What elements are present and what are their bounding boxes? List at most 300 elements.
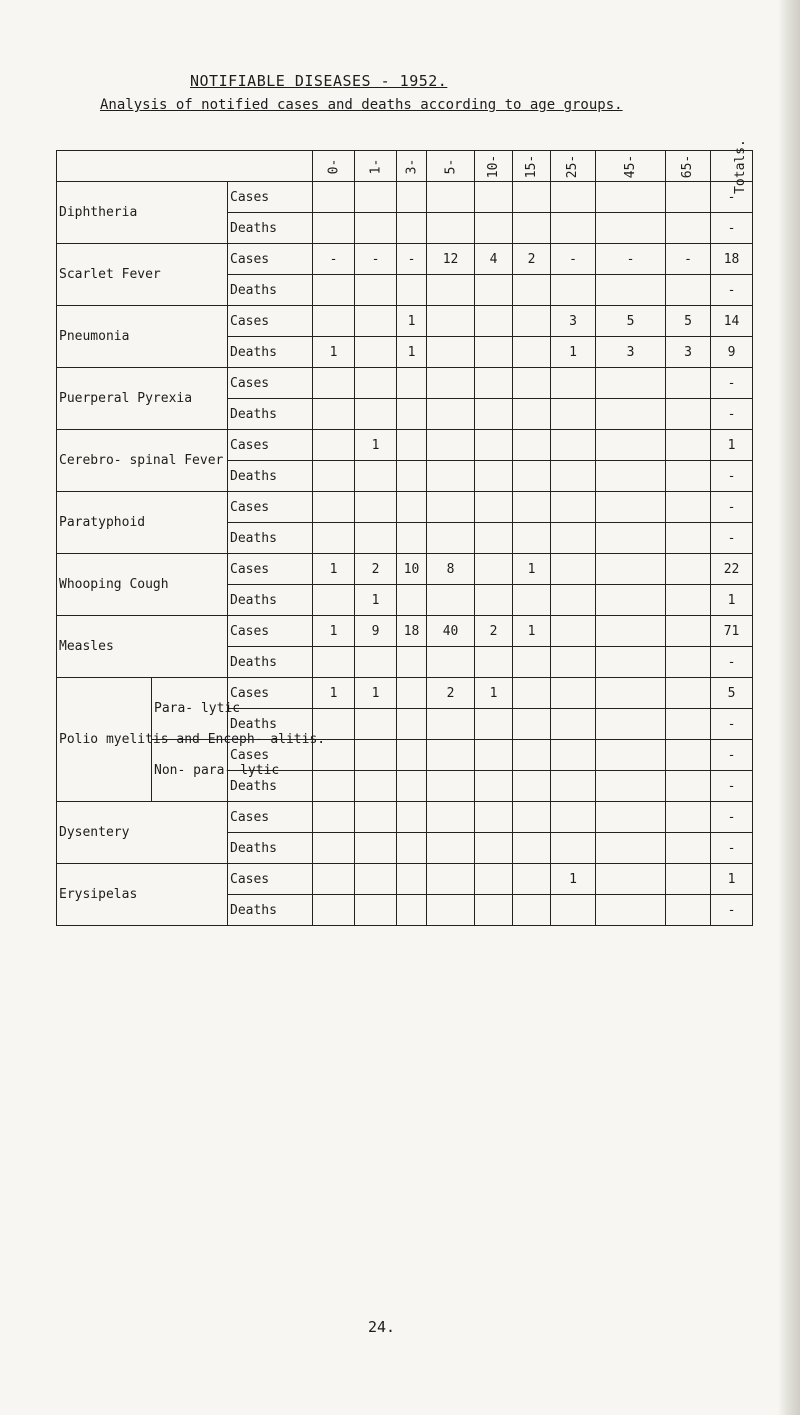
count-cell xyxy=(313,430,355,461)
total-cell: - xyxy=(711,647,753,678)
count-cell xyxy=(475,275,513,306)
cases-label: Cases xyxy=(228,182,313,213)
count-cell xyxy=(666,771,711,802)
count-cell: - xyxy=(313,244,355,275)
count-cell xyxy=(475,554,513,585)
count-cell xyxy=(596,213,666,244)
table-row xyxy=(57,616,753,647)
count-cell xyxy=(596,771,666,802)
count-cell xyxy=(355,492,397,523)
count-cell xyxy=(313,864,355,895)
disease-name: Scarlet Fever xyxy=(57,244,228,306)
count-cell xyxy=(513,523,551,554)
count-cell xyxy=(355,399,397,430)
deaths-label: Deaths xyxy=(228,337,313,368)
total-cell: - xyxy=(711,523,753,554)
count-cell xyxy=(397,275,427,306)
count-cell: 3 xyxy=(596,337,666,368)
count-cell: 2 xyxy=(427,678,475,709)
count-cell: 2 xyxy=(355,554,397,585)
count-cell xyxy=(513,492,551,523)
count-cell xyxy=(475,895,513,926)
table-row xyxy=(57,244,753,275)
count-cell xyxy=(397,461,427,492)
count-cell xyxy=(313,833,355,864)
age-col-header: 65- xyxy=(666,151,711,182)
total-cell: - xyxy=(711,492,753,523)
total-cell: 5 xyxy=(711,678,753,709)
count-cell: 1 xyxy=(355,430,397,461)
count-cell xyxy=(551,585,596,616)
count-cell: 5 xyxy=(666,306,711,337)
count-cell xyxy=(513,337,551,368)
count-cell xyxy=(397,802,427,833)
count-cell xyxy=(551,709,596,740)
count-cell xyxy=(313,213,355,244)
count-cell xyxy=(551,647,596,678)
page-title: NOTIFIABLE DISEASES - 1952. xyxy=(190,72,448,90)
total-cell: 9 xyxy=(711,337,753,368)
disease-name: Dysentery xyxy=(57,802,228,864)
page-number: 24. xyxy=(368,1318,396,1336)
table-row xyxy=(57,430,753,461)
count-cell xyxy=(313,771,355,802)
count-cell xyxy=(596,678,666,709)
count-cell: 9 xyxy=(355,616,397,647)
table-row xyxy=(57,554,753,585)
total-cell: 1 xyxy=(711,430,753,461)
count-cell xyxy=(397,647,427,678)
count-cell xyxy=(355,802,397,833)
count-cell xyxy=(397,182,427,213)
count-cell xyxy=(666,895,711,926)
count-cell: 1 xyxy=(513,616,551,647)
count-cell xyxy=(551,399,596,430)
count-cell xyxy=(397,864,427,895)
count-cell xyxy=(355,833,397,864)
count-cell xyxy=(551,678,596,709)
deaths-label: Deaths xyxy=(228,213,313,244)
table-row xyxy=(57,864,753,895)
total-cell: - xyxy=(711,771,753,802)
header-blank-cell xyxy=(57,151,313,182)
count-cell xyxy=(551,275,596,306)
count-cell xyxy=(596,647,666,678)
count-cell xyxy=(427,306,475,337)
total-cell: - xyxy=(711,275,753,306)
deaths-label: Deaths xyxy=(228,895,313,926)
count-cell xyxy=(513,275,551,306)
count-cell xyxy=(666,616,711,647)
total-cell: 14 xyxy=(711,306,753,337)
deaths-label: Deaths xyxy=(228,275,313,306)
count-cell: 10 xyxy=(397,554,427,585)
count-cell xyxy=(427,740,475,771)
count-cell xyxy=(551,616,596,647)
count-cell xyxy=(596,864,666,895)
count-cell xyxy=(551,430,596,461)
deaths-label: Deaths xyxy=(228,585,313,616)
count-cell: 3 xyxy=(666,337,711,368)
count-cell xyxy=(513,585,551,616)
count-cell xyxy=(355,337,397,368)
count-cell xyxy=(475,182,513,213)
count-cell xyxy=(313,647,355,678)
count-cell xyxy=(551,895,596,926)
count-cell xyxy=(596,492,666,523)
count-cell xyxy=(596,368,666,399)
deaths-label: Deaths xyxy=(228,771,313,802)
cases-label: Cases xyxy=(228,368,313,399)
count-cell xyxy=(355,647,397,678)
count-cell xyxy=(596,430,666,461)
count-cell xyxy=(427,275,475,306)
count-cell xyxy=(397,833,427,864)
count-cell xyxy=(666,213,711,244)
count-cell xyxy=(427,771,475,802)
count-cell: 1 xyxy=(551,337,596,368)
count-cell: 12 xyxy=(427,244,475,275)
deaths-label: Deaths xyxy=(228,461,313,492)
count-cell xyxy=(666,523,711,554)
disease-name: Paratyphoid xyxy=(57,492,228,554)
count-cell xyxy=(355,771,397,802)
count-cell xyxy=(355,275,397,306)
count-cell xyxy=(313,492,355,523)
total-cell: - xyxy=(711,399,753,430)
count-cell xyxy=(666,678,711,709)
count-cell xyxy=(666,709,711,740)
cases-label: Cases xyxy=(228,430,313,461)
count-cell xyxy=(666,399,711,430)
total-cell: - xyxy=(711,740,753,771)
count-cell xyxy=(475,337,513,368)
total-cell: - xyxy=(711,182,753,213)
count-cell xyxy=(427,430,475,461)
count-cell xyxy=(313,275,355,306)
notifiable-diseases-table xyxy=(56,138,753,926)
count-cell xyxy=(313,895,355,926)
count-cell: 1 xyxy=(475,678,513,709)
count-cell xyxy=(475,492,513,523)
count-cell: - xyxy=(355,244,397,275)
count-cell xyxy=(513,709,551,740)
count-cell xyxy=(397,492,427,523)
count-cell xyxy=(475,585,513,616)
count-cell xyxy=(355,740,397,771)
count-cell xyxy=(475,523,513,554)
count-cell xyxy=(475,709,513,740)
count-cell xyxy=(313,585,355,616)
count-cell xyxy=(596,523,666,554)
count-cell xyxy=(513,771,551,802)
count-cell xyxy=(666,802,711,833)
count-cell xyxy=(355,864,397,895)
count-cell xyxy=(397,399,427,430)
count-cell xyxy=(475,461,513,492)
count-cell xyxy=(513,740,551,771)
count-cell xyxy=(513,461,551,492)
count-cell xyxy=(355,306,397,337)
count-cell xyxy=(666,740,711,771)
age-col-header: 10- xyxy=(475,151,513,182)
count-cell xyxy=(551,771,596,802)
cases-label: Cases xyxy=(228,740,313,771)
count-cell: - xyxy=(666,244,711,275)
count-cell xyxy=(355,213,397,244)
page-edge-shadow xyxy=(778,0,800,1415)
count-cell: - xyxy=(551,244,596,275)
count-cell xyxy=(427,337,475,368)
count-cell: 1 xyxy=(551,864,596,895)
count-cell xyxy=(475,771,513,802)
count-cell xyxy=(596,833,666,864)
count-cell xyxy=(427,802,475,833)
count-cell xyxy=(551,740,596,771)
count-cell xyxy=(513,647,551,678)
total-cell: 18 xyxy=(711,244,753,275)
count-cell xyxy=(666,430,711,461)
count-cell xyxy=(397,895,427,926)
count-cell xyxy=(313,802,355,833)
total-cell: - xyxy=(711,833,753,864)
count-cell xyxy=(427,461,475,492)
deaths-label: Deaths xyxy=(228,523,313,554)
cases-label: Cases xyxy=(228,492,313,523)
count-cell: 3 xyxy=(551,306,596,337)
page-subtitle: Analysis of notified cases and deaths according to age groups. xyxy=(100,97,623,113)
total-cell: 1 xyxy=(711,864,753,895)
count-cell xyxy=(596,802,666,833)
count-cell xyxy=(355,523,397,554)
count-cell xyxy=(513,368,551,399)
age-col-header: 45- xyxy=(596,151,666,182)
count-cell xyxy=(551,492,596,523)
total-cell: - xyxy=(711,895,753,926)
count-cell xyxy=(313,461,355,492)
total-cell: - xyxy=(711,368,753,399)
count-cell xyxy=(551,554,596,585)
count-cell xyxy=(513,802,551,833)
count-cell xyxy=(427,523,475,554)
count-cell: 1 xyxy=(313,337,355,368)
count-cell xyxy=(513,399,551,430)
count-cell xyxy=(427,585,475,616)
deaths-label: Deaths xyxy=(228,833,313,864)
count-cell xyxy=(513,213,551,244)
cases-label: Cases xyxy=(228,864,313,895)
total-cell: - xyxy=(711,461,753,492)
total-cell: - xyxy=(711,709,753,740)
count-cell xyxy=(355,709,397,740)
disease-name: Whooping Cough xyxy=(57,554,228,616)
age-col-header: 15- xyxy=(513,151,551,182)
count-cell xyxy=(551,368,596,399)
count-cell xyxy=(397,678,427,709)
count-cell xyxy=(596,895,666,926)
age-col-header: 0- xyxy=(313,151,355,182)
count-cell xyxy=(397,368,427,399)
count-cell xyxy=(551,802,596,833)
count-cell xyxy=(666,585,711,616)
count-cell xyxy=(666,461,711,492)
cases-label: Cases xyxy=(228,616,313,647)
count-cell: 18 xyxy=(397,616,427,647)
count-cell xyxy=(475,647,513,678)
count-cell xyxy=(397,585,427,616)
count-cell xyxy=(513,306,551,337)
count-cell xyxy=(397,709,427,740)
count-cell xyxy=(355,182,397,213)
count-cell xyxy=(397,213,427,244)
count-cell xyxy=(666,275,711,306)
count-cell: 8 xyxy=(427,554,475,585)
count-cell xyxy=(313,182,355,213)
count-cell xyxy=(397,523,427,554)
count-cell: 1 xyxy=(355,585,397,616)
table-row xyxy=(57,492,753,523)
table-row xyxy=(57,678,753,709)
count-cell xyxy=(551,213,596,244)
count-cell: 2 xyxy=(475,616,513,647)
count-cell xyxy=(475,368,513,399)
count-cell xyxy=(596,275,666,306)
count-cell xyxy=(313,306,355,337)
count-cell xyxy=(666,492,711,523)
deaths-label: Deaths xyxy=(228,647,313,678)
count-cell xyxy=(666,833,711,864)
header-row xyxy=(57,151,753,182)
disease-name: Puerperal Pyrexia xyxy=(57,368,228,430)
count-cell: 1 xyxy=(397,337,427,368)
count-cell xyxy=(355,895,397,926)
deaths-label: Deaths xyxy=(228,709,313,740)
total-cell: - xyxy=(711,802,753,833)
count-cell xyxy=(596,709,666,740)
count-cell: 40 xyxy=(427,616,475,647)
totals-col-header: Totals. xyxy=(711,151,753,182)
count-cell: 2 xyxy=(513,244,551,275)
count-cell xyxy=(427,182,475,213)
count-cell xyxy=(596,182,666,213)
count-cell xyxy=(355,461,397,492)
cases-label: Cases xyxy=(228,802,313,833)
count-cell xyxy=(313,368,355,399)
count-cell xyxy=(397,771,427,802)
count-cell xyxy=(596,461,666,492)
count-cell xyxy=(666,368,711,399)
cases-label: Cases xyxy=(228,678,313,709)
table-row xyxy=(57,182,753,213)
count-cell xyxy=(551,833,596,864)
disease-name: Pneumonia xyxy=(57,306,228,368)
count-cell xyxy=(513,833,551,864)
count-cell: 1 xyxy=(313,554,355,585)
count-cell xyxy=(475,802,513,833)
count-cell: 1 xyxy=(313,678,355,709)
age-col-header: 25- xyxy=(551,151,596,182)
count-cell: 1 xyxy=(397,306,427,337)
count-cell xyxy=(355,368,397,399)
count-cell xyxy=(475,213,513,244)
cases-label: Cases xyxy=(228,306,313,337)
count-cell xyxy=(666,182,711,213)
count-cell xyxy=(427,647,475,678)
count-cell xyxy=(666,554,711,585)
total-cell: 22 xyxy=(711,554,753,585)
count-cell xyxy=(397,430,427,461)
disease-subtype: Para- lytic xyxy=(152,678,228,740)
count-cell xyxy=(427,833,475,864)
count-cell xyxy=(427,895,475,926)
count-cell xyxy=(551,523,596,554)
count-cell xyxy=(427,709,475,740)
count-cell xyxy=(666,647,711,678)
count-cell xyxy=(397,740,427,771)
disease-name: Diphtheria xyxy=(57,182,228,244)
cases-label: Cases xyxy=(228,554,313,585)
count-cell xyxy=(551,182,596,213)
count-cell xyxy=(475,306,513,337)
cases-label: Cases xyxy=(228,244,313,275)
count-cell xyxy=(513,678,551,709)
count-cell xyxy=(427,213,475,244)
count-cell xyxy=(427,399,475,430)
count-cell xyxy=(513,430,551,461)
count-cell xyxy=(513,864,551,895)
count-cell: 1 xyxy=(355,678,397,709)
count-cell xyxy=(427,492,475,523)
count-cell xyxy=(596,554,666,585)
count-cell xyxy=(427,864,475,895)
count-cell xyxy=(475,740,513,771)
count-cell: - xyxy=(596,244,666,275)
count-cell xyxy=(513,182,551,213)
count-cell xyxy=(427,368,475,399)
count-cell: 1 xyxy=(313,616,355,647)
age-col-header: 3- xyxy=(397,151,427,182)
table-row xyxy=(57,802,753,833)
count-cell xyxy=(513,895,551,926)
count-cell xyxy=(475,833,513,864)
total-cell: 71 xyxy=(711,616,753,647)
count-cell: 1 xyxy=(513,554,551,585)
disease-name: Erysipelas xyxy=(57,864,228,926)
disease-name: Cerebro- spinal Fever xyxy=(57,430,228,492)
count-cell xyxy=(551,461,596,492)
count-cell xyxy=(596,585,666,616)
count-cell xyxy=(313,523,355,554)
age-col-header: 1- xyxy=(355,151,397,182)
count-cell xyxy=(596,616,666,647)
total-cell: - xyxy=(711,213,753,244)
age-col-header: 5- xyxy=(427,151,475,182)
disease-subtype: Non- para- lytic xyxy=(152,740,228,802)
count-cell xyxy=(313,399,355,430)
disease-name: Polio myelitis and Enceph- alitis. xyxy=(57,678,152,802)
count-cell: 4 xyxy=(475,244,513,275)
table-row xyxy=(57,306,753,337)
disease-name: Measles xyxy=(57,616,228,678)
count-cell xyxy=(475,399,513,430)
count-cell xyxy=(666,864,711,895)
count-cell: 5 xyxy=(596,306,666,337)
total-cell: 1 xyxy=(711,585,753,616)
count-cell xyxy=(596,740,666,771)
count-cell xyxy=(475,430,513,461)
table-row xyxy=(57,368,753,399)
count-cell xyxy=(475,864,513,895)
